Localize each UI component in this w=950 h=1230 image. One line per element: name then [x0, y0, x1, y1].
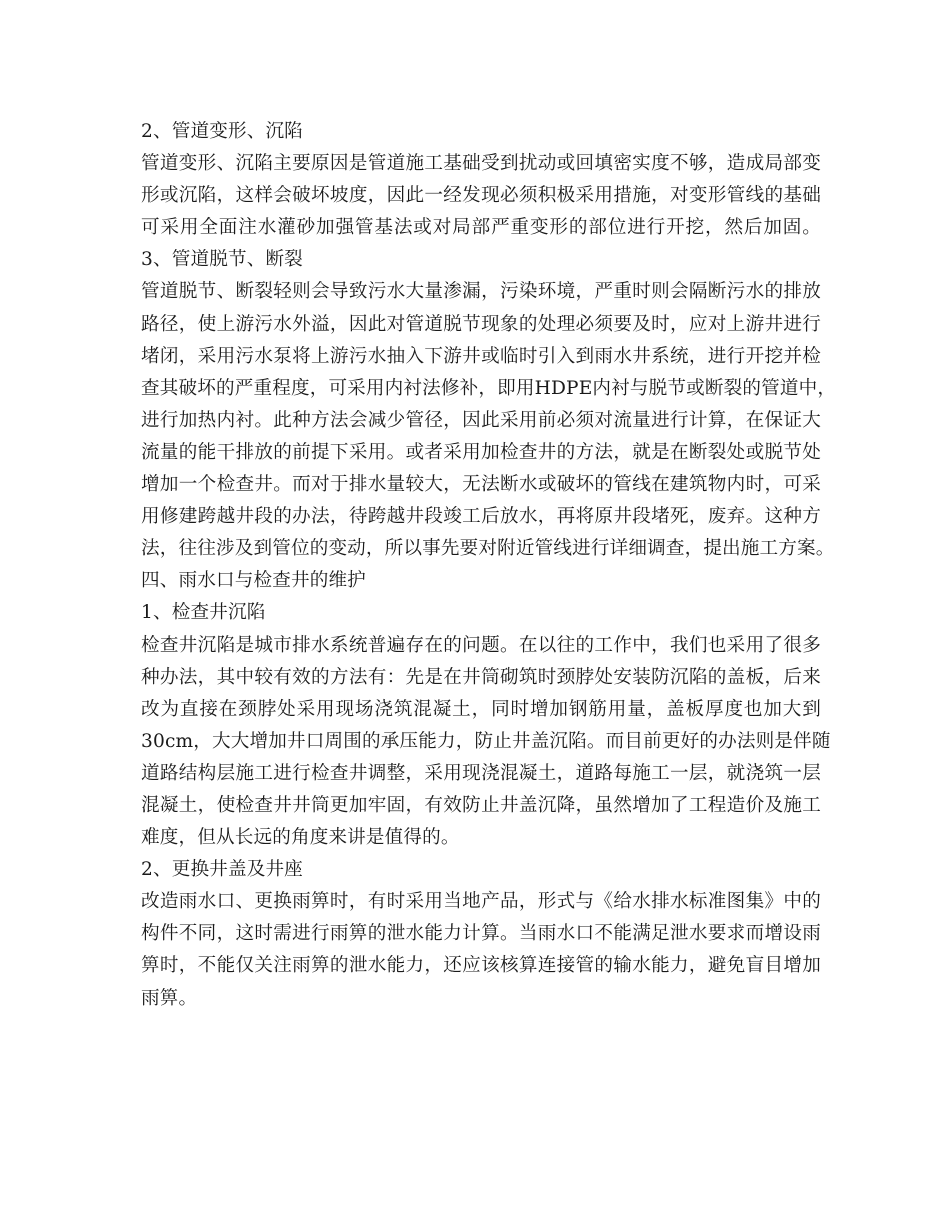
- text-line: 2、管道变形、沉陷: [141, 121, 303, 142]
- text-line: 增加一个检查井。而对于排水量较大，无法断水或破坏的管线在建筑物内时，可采: [141, 474, 821, 496]
- text-line: 30cm，大大增加井口周围的承压能力，防止井盖沉陷。而目前更好的办法则是伴随: [141, 730, 831, 752]
- text-line: 种办法，其中较有效的方法有：先是在井筒砌筑时颈脖处安装防沉陷的盖板，后来: [141, 666, 821, 688]
- text-line: 2、更换井盖及井座: [141, 859, 303, 881]
- text-line: 混凝土，使检查井井筒更加牢固，有效防止井盖沉降，虽然增加了工程造价及施工: [141, 794, 821, 816]
- text-line: 路径，使上游污水外溢，因此对管道脱节现象的处理必须要及时，应对上游井进行: [141, 313, 821, 335]
- text-line: 改为直接在颈脖处采用现场浇筑混凝土，同时增加钢筋用量，盖板厚度也加大到: [141, 698, 821, 720]
- text-line: 进行加热内衬。此种方法会减少管径，因此采用前必须对流量进行计算，在保证大: [141, 409, 821, 431]
- text-line: 用修建跨越井段的办法，待跨越井段竣工后放水，再将原井段堵死，废弃。这种方: [141, 506, 821, 528]
- text-line: 四、雨水口与检查井的维护: [141, 570, 366, 592]
- text-line: 道路结构层施工进行检查井调整，采用现浇混凝土，道路每施工一层，就浇筑一层: [141, 762, 821, 784]
- text-line: 可采用全面注水灌砂加强管基法或对局部严重变形的部位进行开挖，然后加固。: [141, 217, 821, 239]
- text-line: 改造雨水口、更换雨箅时，有时采用当地产品，形式与《给水排水标准图集》中的: [141, 891, 821, 913]
- text-line: 雨箅。: [141, 987, 198, 1009]
- text-line: 堵闭，采用污水泵将上游污水抽入下游井或临时引入到雨水井系统，进行开挖并检: [141, 345, 821, 367]
- text-line: 1、检查井沉陷: [141, 602, 266, 624]
- text-line: 3、管道脱节、断裂: [141, 249, 303, 271]
- text-line: 法，往往涉及到管位的变动，所以事先要对附近管线进行详细调查，提出施工方案。: [141, 538, 835, 560]
- text-line: 构件不同，这时需进行雨箅的泄水能力计算。当雨水口不能满足泄水要求而增设雨: [141, 923, 821, 945]
- document-body: [141, 116, 837, 1015]
- text-line: 管道脱节、断裂轻则会导致污水大量渗漏，污染环境，严重时则会隔断污水的排放: [141, 281, 821, 303]
- text-line: 形或沉陷，这样会破坏坡度，因此一经发现必须积极采用措施，对变形管线的基础: [141, 185, 821, 207]
- text-line: 检查井沉陷是城市排水系统普遍存在的问题。在以往的工作中，我们也采用了很多: [141, 634, 821, 656]
- text-line: 管道变形、沉陷主要原因是管道施工基础受到扰动或回填密实度不够，造成局部变: [141, 153, 821, 175]
- text-line: 箅时，不能仅关注雨箅的泄水能力，还应该核算连接管的输水能力，避免盲目增加: [141, 955, 821, 977]
- text-line: 难度，但从长远的角度来讲是值得的。: [141, 827, 460, 849]
- text-line: 查其破坏的严重程度，可采用内衬法修补，即用HDPE内衬与脱节或断裂的管道中，: [141, 377, 837, 399]
- text-line: 流量的能干排放的前提下采用。或者采用加检查井的方法，就是在断裂处或脱节处: [141, 441, 821, 463]
